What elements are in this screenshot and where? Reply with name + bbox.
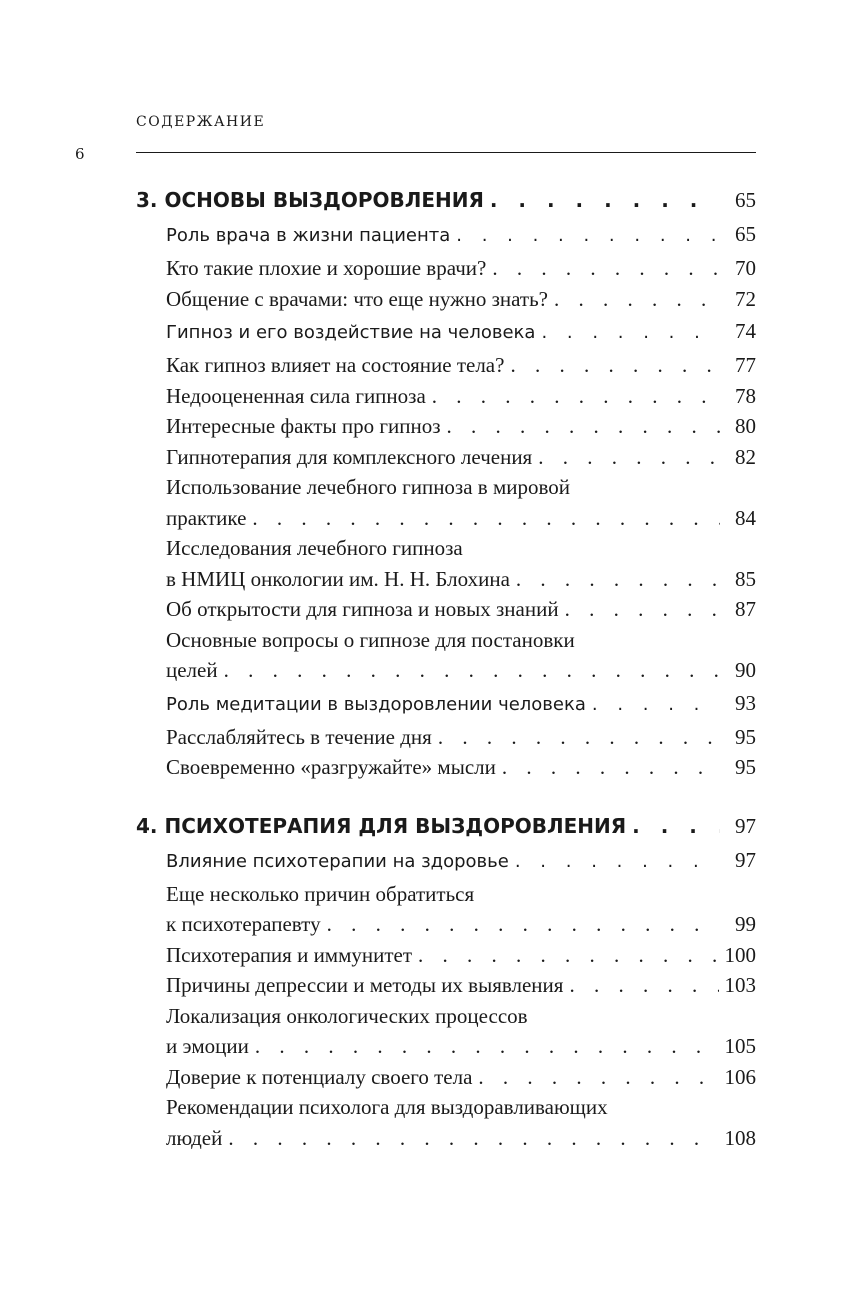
entry-title: Роль врача в жизни пациента bbox=[166, 225, 451, 246]
entry-last-line bbox=[166, 655, 756, 686]
entry-title: Как гипноз влияет на состояние тела? bbox=[166, 353, 505, 377]
entry-title: Причины депрессии и методы их выявления bbox=[166, 973, 564, 997]
entry-page-number: 99 bbox=[735, 912, 756, 936]
toc-entry[interactable] bbox=[136, 381, 756, 412]
toc-entry[interactable] bbox=[136, 253, 756, 284]
chapter-title-text: 4. ПСИХОТЕРАПИЯ ДЛЯ ВЫЗДОРОВЛЕНИЯ bbox=[136, 813, 627, 838]
dot-leader bbox=[510, 350, 720, 381]
dot-leader bbox=[447, 411, 721, 442]
toc-entry[interactable] bbox=[136, 752, 756, 783]
chapter-title[interactable] bbox=[136, 809, 756, 843]
entry-page-number: 77 bbox=[735, 353, 756, 377]
entry-page-number: 84 bbox=[735, 505, 756, 530]
entry-page-number: 74 bbox=[735, 319, 756, 343]
entry-title: Психотерапия и иммунитет bbox=[166, 942, 413, 967]
dot-leader bbox=[438, 722, 720, 753]
entry-title: Об открытости для гипноза и новых знаний bbox=[166, 597, 559, 621]
entry-page-number: 100 bbox=[724, 942, 756, 967]
chapter-block bbox=[136, 183, 756, 783]
entry-page-number: 105 bbox=[724, 1034, 756, 1058]
toc-entry[interactable] bbox=[136, 970, 756, 1001]
toc-entry[interactable] bbox=[136, 350, 756, 381]
dot-leader bbox=[224, 655, 720, 686]
dot-leader bbox=[516, 564, 720, 595]
chapter-page-number: 97 bbox=[735, 813, 756, 838]
entry-title-line: Еще несколько причин обратиться bbox=[166, 881, 475, 906]
entry-last-line bbox=[166, 503, 756, 534]
toc-entry[interactable] bbox=[136, 533, 756, 594]
dot-leader bbox=[255, 1031, 719, 1062]
dot-leader bbox=[228, 1123, 718, 1154]
entry-title: Расслабляйтесь в течение дня bbox=[166, 724, 432, 749]
entry-last-line bbox=[166, 1123, 756, 1154]
entry-title: Кто такие плохие и хорошие врачи? bbox=[166, 256, 487, 280]
chapter-title[interactable] bbox=[136, 183, 756, 217]
toc-entry[interactable] bbox=[136, 722, 756, 753]
entry-title-line: Использование лечебного гипноза в мировой bbox=[166, 475, 571, 499]
entry-title: Недооцененная сила гипноза bbox=[166, 383, 426, 408]
toc-section[interactable] bbox=[136, 314, 756, 350]
entry-page-number: 85 bbox=[735, 566, 756, 591]
entry-page-number: 97 bbox=[735, 847, 756, 872]
dot-leader bbox=[492, 253, 720, 284]
chapter-page-number: 65 bbox=[735, 188, 756, 212]
entry-page-number: 108 bbox=[724, 1125, 756, 1150]
toc-entry[interactable] bbox=[136, 1001, 756, 1062]
table-of-contents bbox=[136, 183, 756, 1179]
page-number: 6 bbox=[75, 145, 85, 163]
entry-page-number: 90 bbox=[735, 658, 756, 682]
entry-title-line: Основные вопросы о гипнозе для постановки bbox=[166, 627, 575, 652]
dot-leader bbox=[490, 183, 720, 217]
dot-leader bbox=[418, 940, 718, 971]
toc-entry[interactable] bbox=[136, 1092, 756, 1153]
dot-leader bbox=[502, 752, 720, 783]
entry-page-number: 87 bbox=[735, 597, 756, 621]
entry-title: Доверие к потенциалу своего тела bbox=[166, 1064, 473, 1089]
entry-page-number: 78 bbox=[735, 383, 756, 408]
entry-title-line: целей bbox=[166, 658, 218, 682]
dot-leader bbox=[541, 316, 720, 350]
toc-entry[interactable] bbox=[136, 472, 756, 533]
entry-title-line: людей bbox=[166, 1125, 223, 1150]
entry-page-number: 106 bbox=[724, 1064, 756, 1089]
entry-title-line: Рекомендации психолога для выздоравливающих bbox=[166, 1095, 608, 1119]
entry-title: Интересные факты про гипноз bbox=[166, 414, 441, 438]
chapter-block bbox=[136, 809, 756, 1154]
toc-entry[interactable] bbox=[136, 594, 756, 625]
chapter-title-text: 3. ОСНОВЫ ВЫЗДОРОВЛЕНИЯ bbox=[136, 188, 484, 212]
toc-section[interactable] bbox=[136, 843, 756, 879]
entry-title-line: к психотерапевту bbox=[166, 912, 321, 936]
entry-page-number: 70 bbox=[735, 256, 756, 280]
entry-page-number: 72 bbox=[735, 286, 756, 311]
toc-entry[interactable] bbox=[136, 940, 756, 971]
entry-last-line bbox=[166, 564, 756, 595]
entry-title: Общение с врачами: что еще нужно знать? bbox=[166, 286, 548, 311]
entry-page-number: 103 bbox=[724, 973, 756, 997]
entry-page-number: 93 bbox=[735, 690, 756, 715]
toc-entry[interactable] bbox=[136, 411, 756, 442]
dot-leader bbox=[565, 594, 720, 625]
entry-page-number: 82 bbox=[735, 444, 756, 469]
dot-leader bbox=[252, 503, 720, 534]
toc-section[interactable] bbox=[136, 686, 756, 722]
dot-leader bbox=[432, 381, 720, 412]
entry-last-line bbox=[166, 909, 756, 940]
entry-page-number: 65 bbox=[735, 222, 756, 246]
running-head: СОДЕРЖАНИЕ bbox=[136, 114, 266, 130]
entry-title-line: Исследования лечебного гипноза bbox=[166, 536, 463, 560]
entry-title-line: Локализация онкологических процессов bbox=[166, 1003, 528, 1028]
entry-title-line: и эмоции bbox=[166, 1034, 249, 1058]
entry-title: Роль медитации в выздоровлении человека bbox=[166, 693, 586, 715]
dot-leader bbox=[592, 688, 720, 722]
toc-entry[interactable] bbox=[136, 284, 756, 315]
dot-leader bbox=[554, 284, 720, 315]
entry-title-line: в НМИЦ онкологии им. Н. Н. Блохина bbox=[166, 566, 510, 591]
dot-leader bbox=[538, 442, 720, 473]
toc-entry[interactable] bbox=[136, 442, 756, 473]
entry-title: Своевременно «разгружайте» мысли bbox=[166, 755, 496, 779]
entry-page-number: 95 bbox=[735, 724, 756, 749]
dot-leader bbox=[632, 809, 720, 843]
toc-entry[interactable] bbox=[136, 625, 756, 686]
entry-title-line: практике bbox=[166, 505, 247, 530]
dot-leader bbox=[327, 909, 720, 940]
entry-title: Гипноз и его воздействие на человека bbox=[166, 322, 536, 343]
toc-section[interactable] bbox=[136, 217, 756, 253]
header-rule bbox=[136, 152, 756, 153]
entry-page-number: 80 bbox=[735, 414, 756, 438]
dot-leader bbox=[478, 1062, 718, 1093]
entry-last-line bbox=[166, 1031, 756, 1062]
dot-leader bbox=[456, 219, 720, 253]
entry-title: Влияние психотерапии на здоровье bbox=[166, 850, 509, 872]
dot-leader bbox=[515, 845, 720, 879]
dot-leader bbox=[569, 970, 718, 1001]
entry-page-number: 95 bbox=[735, 755, 756, 779]
toc-entry[interactable] bbox=[136, 879, 756, 940]
toc-entry[interactable] bbox=[136, 1062, 756, 1093]
entry-title: Гипнотерапия для комплексного лечения bbox=[166, 444, 533, 469]
